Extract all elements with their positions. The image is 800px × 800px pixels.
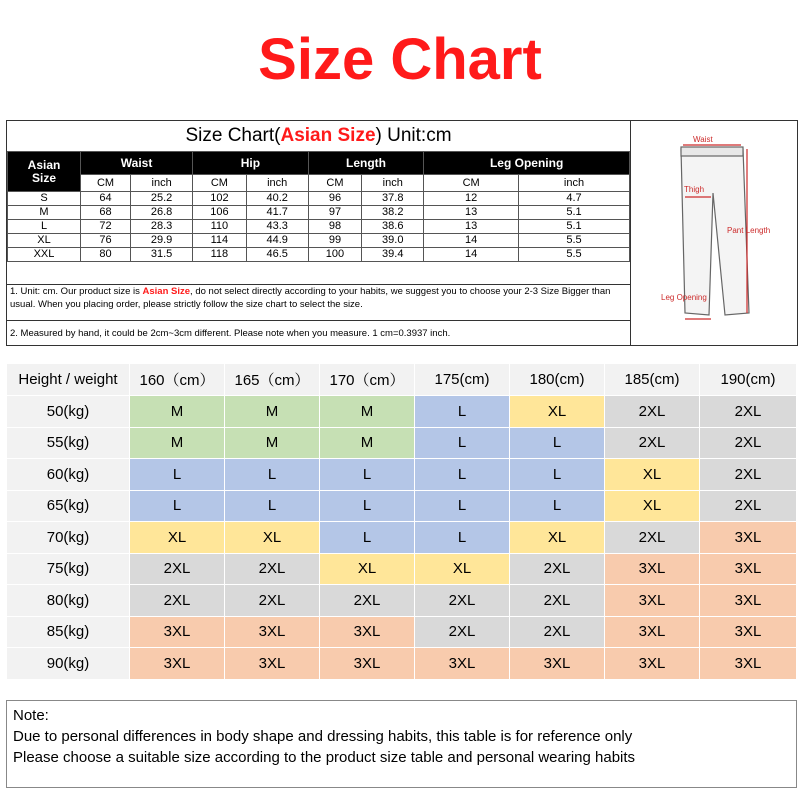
size-recommendation-cell: 2XL <box>510 585 605 617</box>
size-table-heading <box>7 121 630 152</box>
size-recommendation-cell: 3XL <box>225 616 320 648</box>
measurement-cell: 114 <box>193 234 247 248</box>
pants-diagram <box>637 123 793 343</box>
measurement-cell: 5.5 <box>519 234 630 248</box>
size-table-unit-row <box>8 175 630 192</box>
measurement-cell: 14 <box>424 248 519 262</box>
size-recommendation-cell: 2XL <box>700 396 797 428</box>
measurement-cell: 44.9 <box>246 234 308 248</box>
grid-row <box>7 648 797 680</box>
measurement-cell: 12 <box>424 192 519 206</box>
heading-suffix: ) Unit:cm <box>375 125 452 146</box>
size-table-row <box>8 234 630 248</box>
note-line-2: Please choose a suitable size according to the product size table and personal wearing habits <box>13 749 636 766</box>
note-line-1: Due to personal differences in body shape and dressing habits, this table is for reference only <box>13 728 633 745</box>
size-cell: S <box>8 192 81 206</box>
grid-header-row <box>7 364 797 396</box>
size-recommendation-cell: 2XL <box>510 553 605 585</box>
size-recommendation-cell: 3XL <box>700 522 797 554</box>
size-recommendation-cell: 3XL <box>700 616 797 648</box>
size-recommendation-cell: L <box>320 459 415 491</box>
measurement-cell: 46.5 <box>246 248 308 262</box>
size-recommendation-cell: 2XL <box>605 396 700 428</box>
size-recommendation-cell: L <box>225 459 320 491</box>
size-recommendation-cell: 2XL <box>605 427 700 459</box>
unit-header: inch <box>519 175 630 192</box>
size-recommendation-cell: L <box>415 396 510 428</box>
size-recommendation-cell: 2XL <box>700 490 797 522</box>
size-recommendation-cell: XL <box>510 396 605 428</box>
measurement-cell: 5.1 <box>519 206 630 220</box>
group-header: Length <box>308 152 424 175</box>
measurement-cell: 118 <box>193 248 247 262</box>
measurement-cell: 68 <box>81 206 131 220</box>
note1-highlight: Asian Size <box>142 286 191 297</box>
size-recommendation-cell: XL <box>225 522 320 554</box>
group-header: Leg Opening <box>424 152 630 175</box>
measurement-cell: 4.7 <box>519 192 630 206</box>
note1-suffix: , do not select directly according to your habits, we suggest you to choose your 2-3 Size Bigger than usual. When you placing order, please strictly follow the size chart to select the size. <box>10 286 611 310</box>
waist-label: Waist <box>693 135 713 144</box>
size-recommendation-cell: L <box>510 490 605 522</box>
size-recommendation-cell: 2XL <box>130 553 225 585</box>
size-recommendation-cell: XL <box>415 553 510 585</box>
measurement-cell: 39.0 <box>362 234 424 248</box>
measurement-cell: 38.2 <box>362 206 424 220</box>
size-recommendation-cell: XL <box>130 522 225 554</box>
measurement-cell: 13 <box>424 220 519 234</box>
measurement-cell: 25.2 <box>131 192 193 206</box>
measurement-cell: 40.2 <box>246 192 308 206</box>
grid-row <box>7 553 797 585</box>
grid-row <box>7 427 797 459</box>
size-recommendation-cell: L <box>320 490 415 522</box>
size-recommendation-cell: M <box>225 427 320 459</box>
weight-cell: 60(kg) <box>7 459 130 491</box>
size-recommendation-cell: 2XL <box>510 616 605 648</box>
size-recommendation-cell: L <box>415 427 510 459</box>
size-recommendation-cell: M <box>320 427 415 459</box>
size-table-row <box>8 206 630 220</box>
size-note-2: 2. Measured by hand, it could be 2cm~3cm different. Please note when you measure. 1 cm=0.3937 inch. <box>10 328 451 339</box>
measurement-cell: 37.8 <box>362 192 424 206</box>
size-recommendation-cell: 3XL <box>320 648 415 680</box>
unit-header: CM <box>308 175 362 192</box>
size-recommendation-cell: 2XL <box>415 616 510 648</box>
measurement-cell: 96 <box>308 192 362 206</box>
size-recommendation-cell: 3XL <box>605 648 700 680</box>
size-recommendation-cell: XL <box>605 490 700 522</box>
measurement-cell: 31.5 <box>131 248 193 262</box>
measurement-cell: 64 <box>81 192 131 206</box>
size-table-panel <box>6 120 798 346</box>
size-recommendation-cell: 3XL <box>130 616 225 648</box>
measurement-cell: 102 <box>193 192 247 206</box>
size-recommendation-cell: 3XL <box>415 648 510 680</box>
size-table-row <box>8 192 630 206</box>
measurement-cell: 26.8 <box>131 206 193 220</box>
measurement-cell: 99 <box>308 234 362 248</box>
heading-highlight: Asian Size <box>280 125 376 146</box>
grid-corner-header: Height / weight <box>7 364 130 396</box>
asian-label-1: Asian <box>27 157 61 172</box>
divider <box>7 320 630 321</box>
size-recommendation-cell: 2XL <box>225 585 320 617</box>
size-recommendation-cell: XL <box>510 522 605 554</box>
size-recommendation-cell: 2XL <box>320 585 415 617</box>
measurement-cell: 97 <box>308 206 362 220</box>
page-title: Size Chart <box>258 27 542 92</box>
note-box <box>6 700 797 788</box>
size-recommendation-cell: L <box>130 459 225 491</box>
size-table-row <box>8 248 630 262</box>
size-recommendation-cell: L <box>415 490 510 522</box>
size-recommendation-cell: M <box>130 396 225 428</box>
size-recommendation-cell: 3XL <box>700 648 797 680</box>
size-recommendation-cell: XL <box>320 553 415 585</box>
grid-row <box>7 616 797 648</box>
size-recommendation-cell: XL <box>605 459 700 491</box>
unit-header: CM <box>193 175 247 192</box>
weight-cell: 70(kg) <box>7 522 130 554</box>
height-header: 185(cm) <box>605 364 700 396</box>
unit-header: inch <box>246 175 308 192</box>
measurement-cell: 98 <box>308 220 362 234</box>
height-header: 160（cm） <box>130 364 225 396</box>
height-header: 175(cm) <box>415 364 510 396</box>
size-note-1 <box>10 285 630 311</box>
size-table-body <box>8 192 630 262</box>
grid-row <box>7 490 797 522</box>
size-recommendation-cell: 3XL <box>700 553 797 585</box>
size-recommendation-cell: 3XL <box>605 585 700 617</box>
size-recommendation-cell: L <box>320 522 415 554</box>
weight-cell: 50(kg) <box>7 396 130 428</box>
size-recommendation-cell: 2XL <box>605 522 700 554</box>
note1-prefix: 1. Unit: cm. Our product size is <box>10 286 143 297</box>
divider <box>630 121 631 345</box>
grid-body <box>7 364 797 680</box>
size-recommendation-cell: L <box>510 459 605 491</box>
size-recommendation-cell: L <box>510 427 605 459</box>
weight-cell: 90(kg) <box>7 648 130 680</box>
weight-cell: 80(kg) <box>7 585 130 617</box>
size-table <box>7 151 630 262</box>
weight-cell: 55(kg) <box>7 427 130 459</box>
measurement-cell: 76 <box>81 234 131 248</box>
size-recommendation-cell: 2XL <box>700 427 797 459</box>
size-recommendation-cell: M <box>320 396 415 428</box>
measurement-cell: 38.6 <box>362 220 424 234</box>
note-title: Note: <box>13 707 49 724</box>
weight-cell: 85(kg) <box>7 616 130 648</box>
size-cell: XXL <box>8 248 81 262</box>
size-recommendation-cell: 3XL <box>510 648 605 680</box>
measurement-cell: 14 <box>424 234 519 248</box>
size-recommendation-cell: M <box>130 427 225 459</box>
measurement-cell: 110 <box>193 220 247 234</box>
measurement-cell: 80 <box>81 248 131 262</box>
grid-row <box>7 459 797 491</box>
size-recommendation-cell: 3XL <box>320 616 415 648</box>
size-recommendation-cell: 2XL <box>130 585 225 617</box>
group-header: Waist <box>81 152 193 175</box>
size-recommendation-cell: 2XL <box>700 459 797 491</box>
size-recommendation-cell: 3XL <box>605 553 700 585</box>
measurement-cell: 41.7 <box>246 206 308 220</box>
grid-row <box>7 522 797 554</box>
measurement-cell: 28.3 <box>131 220 193 234</box>
measurement-cell: 5.1 <box>519 220 630 234</box>
size-recommendation-cell: 3XL <box>700 585 797 617</box>
size-recommendation-cell: 3XL <box>130 648 225 680</box>
size-recommendation-cell: 3XL <box>225 648 320 680</box>
measurement-cell: 100 <box>308 248 362 262</box>
size-recommendation-cell: M <box>225 396 320 428</box>
grid-row <box>7 396 797 428</box>
size-recommendation-cell: 2XL <box>415 585 510 617</box>
size-recommendation-cell: 2XL <box>225 553 320 585</box>
asian-label-2: Size <box>31 170 56 185</box>
group-header: Hip <box>193 152 309 175</box>
asian-size-header <box>8 152 81 192</box>
height-header: 165（cm） <box>225 364 320 396</box>
thigh-label: Thigh <box>684 185 705 194</box>
size-cell: L <box>8 220 81 234</box>
weight-cell: 65(kg) <box>7 490 130 522</box>
grid-row <box>7 585 797 617</box>
unit-header: inch <box>131 175 193 192</box>
heading-prefix: Size Chart( <box>185 125 281 146</box>
size-recommendation-cell: L <box>130 490 225 522</box>
measurement-cell: 13 <box>424 206 519 220</box>
height-header: 170（cm） <box>320 364 415 396</box>
height-header: 190(cm) <box>700 364 797 396</box>
size-recommendation-cell: L <box>415 522 510 554</box>
height-header: 180(cm) <box>510 364 605 396</box>
size-recommendation-cell: 3XL <box>605 616 700 648</box>
measurement-cell: 29.9 <box>131 234 193 248</box>
size-recommendation-cell: L <box>225 490 320 522</box>
measurement-cell: 72 <box>81 220 131 234</box>
size-table-section <box>7 121 630 345</box>
measurement-cell: 5.5 <box>519 248 630 262</box>
size-recommendation-cell: L <box>415 459 510 491</box>
unit-header: inch <box>362 175 424 192</box>
pant-length-label: Pant Length <box>727 226 771 235</box>
weight-cell: 75(kg) <box>7 553 130 585</box>
size-recommendation-grid <box>6 363 797 680</box>
size-cell: XL <box>8 234 81 248</box>
size-table-row <box>8 220 630 234</box>
measurement-cell: 43.3 <box>246 220 308 234</box>
size-table-group-row <box>8 152 630 175</box>
unit-header: CM <box>81 175 131 192</box>
leg-opening-label: Leg Opening <box>661 293 707 302</box>
measurement-cell: 39.4 <box>362 248 424 262</box>
size-cell: M <box>8 206 81 220</box>
unit-header: CM <box>424 175 519 192</box>
measurement-cell: 106 <box>193 206 247 220</box>
